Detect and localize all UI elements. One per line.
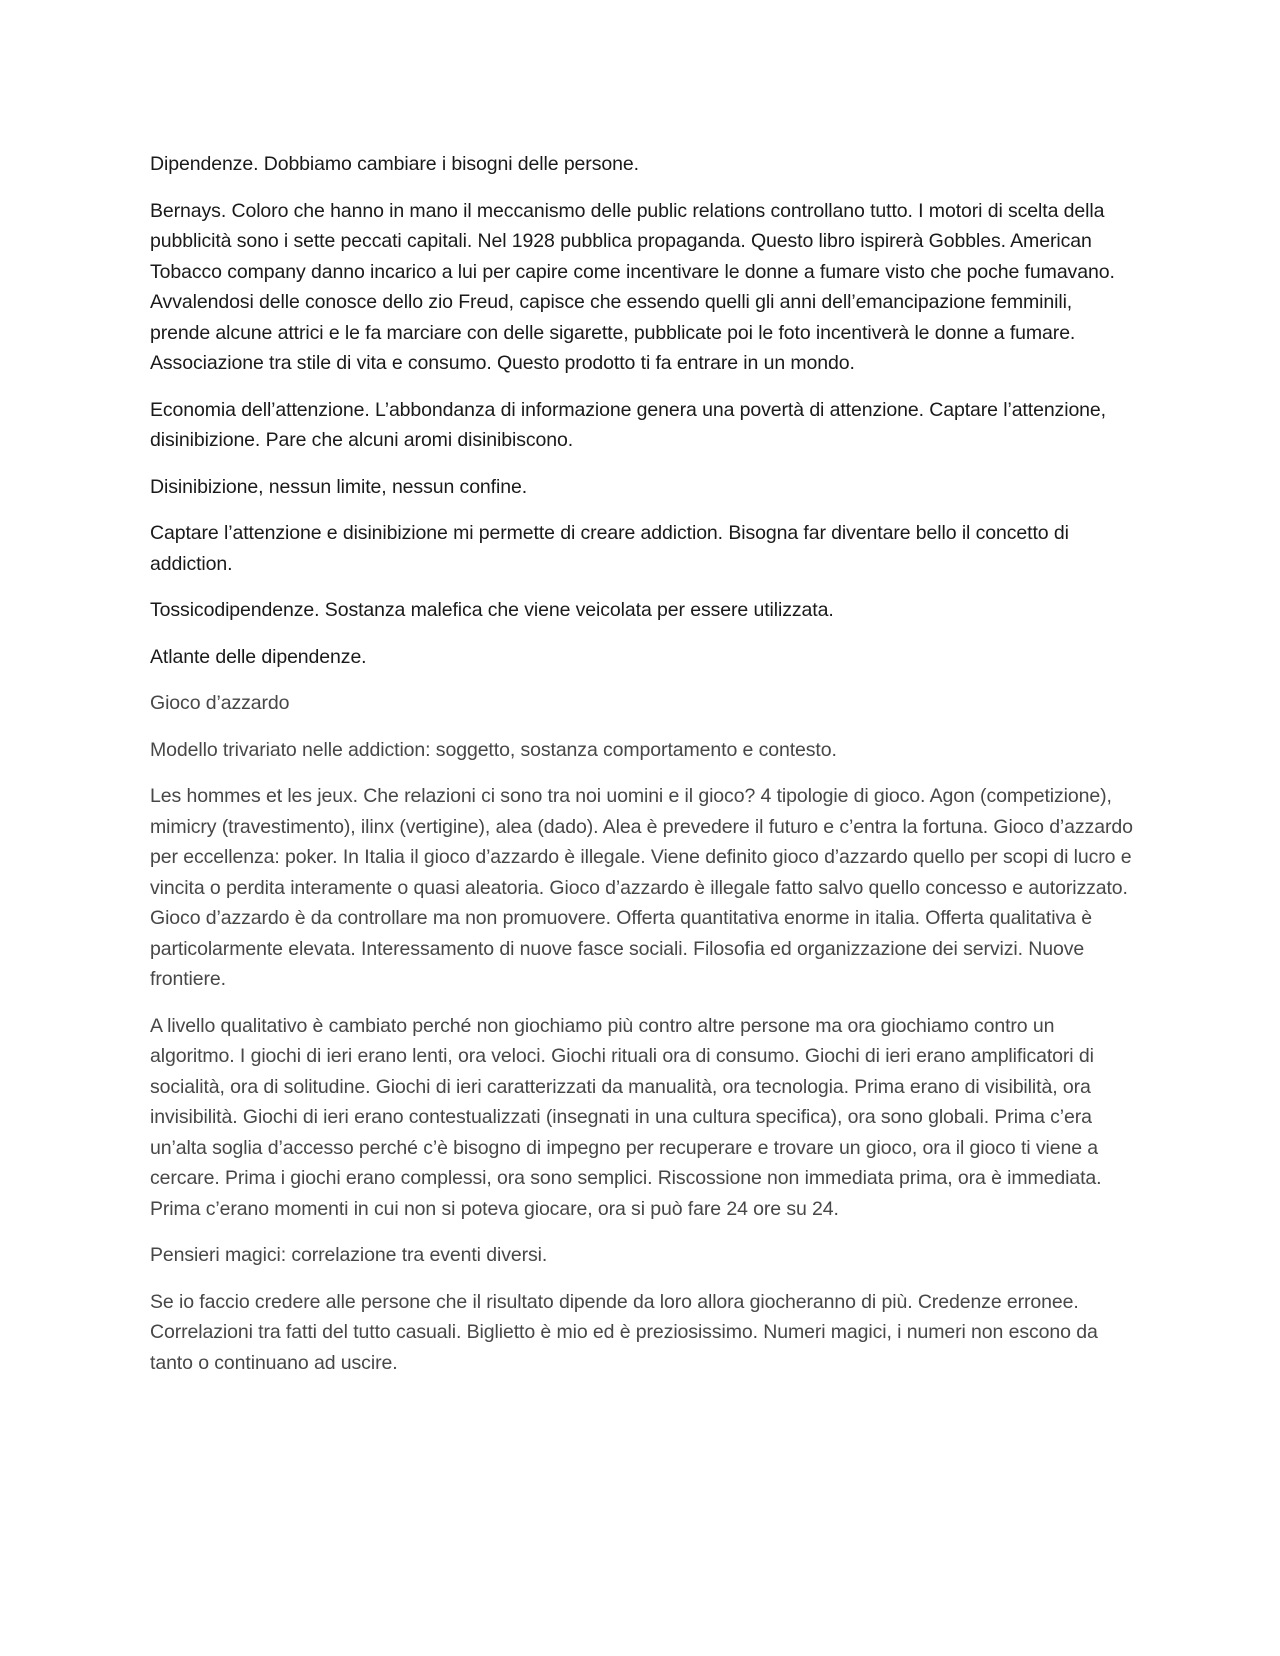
paragraph-pensieri-magici: Pensieri magici: correlazione tra eventi diversi. bbox=[150, 1244, 548, 1266]
document-body bbox=[150, 149, 1135, 1394]
paragraph-captare-attenzione: Captare l’attenzione e disinibizione mi permette di creare addiction. Bisogna far diventare bello il concetto di addiction. bbox=[150, 522, 1069, 575]
paragraph-disinibizione: Disinibizione, nessun limite, nessun confine. bbox=[150, 475, 528, 498]
paragraph-credenze: Se io faccio credere alle persone che il risultato dipende da loro allora giocheranno di più. Credenze erronee. Correlazioni tra fatti del tutto casuali. Biglietto è mio ed è preziosissimo. Numeri magici, i numeri non escono da tanto o continuano ad uscire. bbox=[150, 1290, 1098, 1374]
paragraph-gioco-azzardo: Gioco d’azzardo bbox=[150, 692, 290, 714]
paragraph-economia-attenzione: Economia dell’attenzione. L’abbondanza di informazione genera una povertà di attenzione. Captare l’attenzione, disinibizione. Pare che alcuni aromi disinibiscono. bbox=[150, 398, 1106, 451]
paragraph-dipendenze: Dipendenze. Dobbiamo cambiare i bisogni delle persone. bbox=[150, 153, 639, 175]
paragraph-bernays: Bernays. Coloro che hanno in mano il meccanismo delle public relations controllano tutto. I motori di scelta della pubblicità sono i sette peccati capitali. Nel 1928 pubblica propaganda. Questo libro ispirerà Gobbles. American Tobacco company danno incarico a lui per capire come incentivare le donne a fumare visto che poche fumavano. Avvalendosi delle conosce dello zio Freud, capisce che essendo quelli gli anni dell’emancipazione femminili, prende alcune attrici e le fa marciare con delle sigarette, pubblicate poi le foto incentiverà le donne a fumare. Associazione tra stile di vita e consumo. Questo prodotto ti fa entrare in un mondo. bbox=[150, 199, 1115, 374]
paragraph-les-hommes: Les hommes et les jeux. Che relazioni ci sono tra noi uomini e il gioco? 4 tipologie di gioco. Agon (competizione), mimicry (travestimento), ilinx (vertigine), alea (dado). Alea è prevedere il futuro e c’entra la fortuna. Gioco d’azzardo per eccellenza: poker. In Italia il gioco d’azzardo è illegale. Viene definito gioco d’azzardo quello per scopi di lucro e vincita o perdita interamente o quasi aleatoria. Gioco d’azzardo è illegale fatto salvo quello concesso e autorizzato. Gioco d’azzardo è da controllare ma non promuovere. Offerta quantitativa enorme in italia. Offerta qualitativa è particolarmente elevata. Interessamento di nuove fasce sociali. Filosofia ed organizzazione dei servizi. Nuove frontiere. bbox=[150, 785, 1133, 990]
paragraph-atlante: Atlante delle dipendenze. bbox=[150, 645, 367, 668]
paragraph-modello-trivariato: Modello trivariato nelle addiction: soggetto, sostanza comportamento e contesto. bbox=[150, 738, 837, 761]
paragraph-livello-qualitativo: A livello qualitativo è cambiato perché non giochiamo più contro altre persone ma ora giochiamo contro un algoritmo. I giochi di ieri erano lenti, ora veloci. Giochi rituali ora di consumo. Giochi di ieri erano amplificatori di socialità, ora di solitudine. Giochi di ieri caratterizzati da manualità, ora tecnologia. Prima erano di visibilità, ora invisibilità. Giochi di ieri erano contestualizzati (insegnati in una cultura specifica), ora sono globali. Prima c’era un’alta soglia d’accesso perché c’è bisogno di impegno per recuperare e trovare un gioco, ora il gioco ti viene a cercare. Prima i giochi erano complessi, ora sono semplici. Riscossione non immediata prima, ora è immediata. Prima c’erano momenti in cui non si poteva giocare, ora si può fare 24 ore su 24. bbox=[150, 1014, 1102, 1220]
paragraph-tossicodipendenze: Tossicodipendenze. Sostanza malefica che viene veicolata per essere utilizzata. bbox=[150, 599, 834, 621]
